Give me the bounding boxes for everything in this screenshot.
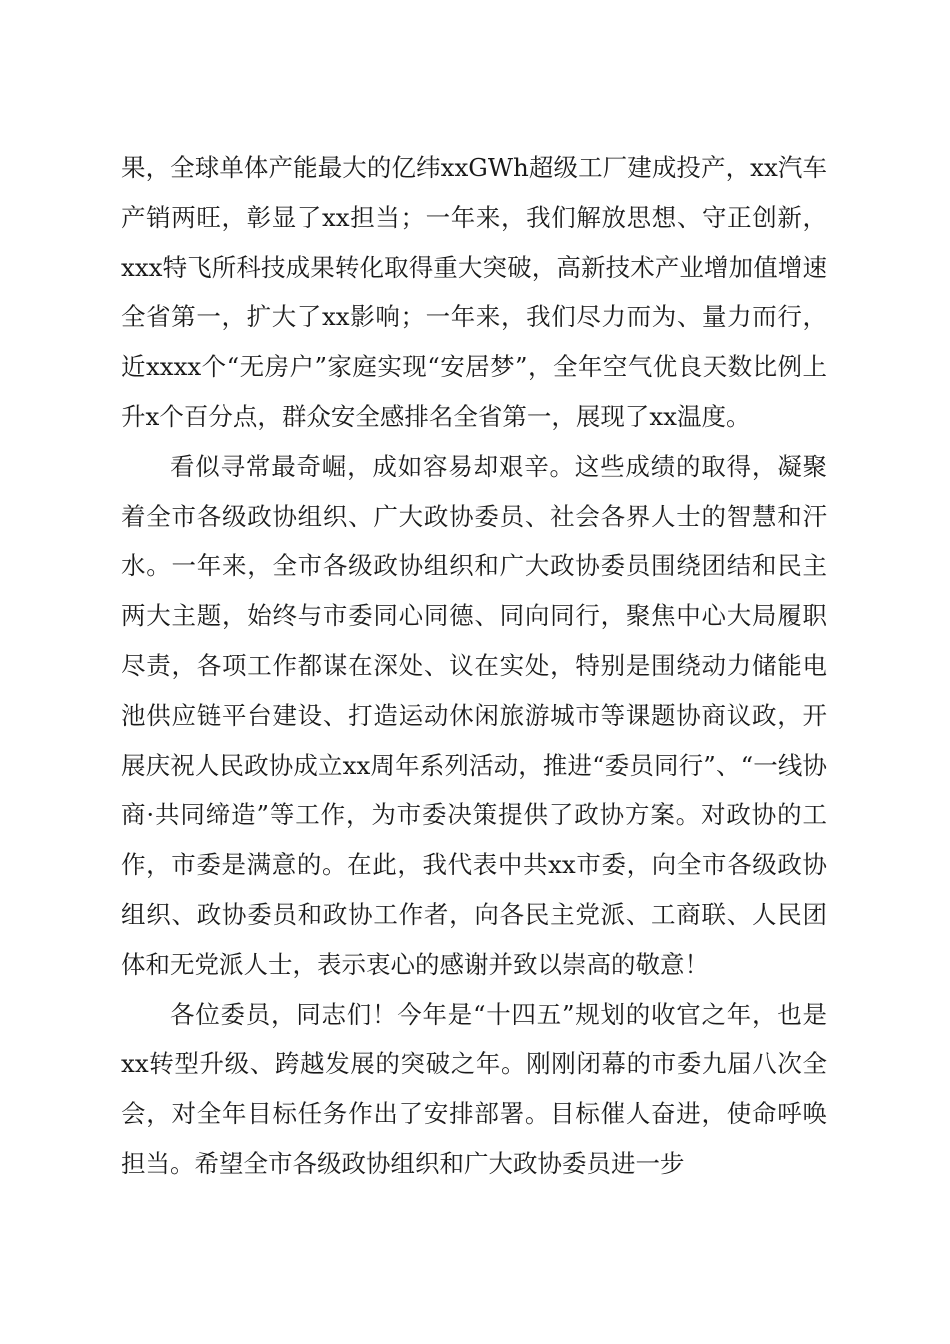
paragraph-this-year: 各位委员，同志们！今年是“十四五”规划的收官之年，也是xx转型升级、跨越发展的突破之年。刚刚闭幕的市委九届八次全会，对全年目标任务作出了安排部署。目标催人奋进，使命呼唤担当。希望全市各级政协组织和广大政协委员进一步 xyxy=(121,999,827,1178)
paragraph-thanks: 看似寻常最奇崛，成如容易却艰辛。这些成绩的取得，凝聚着全市各级政协组织、广大政协委员、社会各界人士的智慧和汗水。一年来，全市各级政协组织和广大政协委员围绕团结和民主两大主题，始终与市委同心同德、同向同行，聚焦中心大局履职尽责，各项工作都谋在深处、议在实处，特别是围绕动力储能电池供应链平台建设、打造运动休闲旅游城市等课题协商议政，开展庆祝人民政协成立xx周年系列活动，推进“委员同行”、“一线协商·共同缔造”等工作，为市委决策提供了政协方案。对政协的工作，市委是满意的。在此，我代表中共xx市委，向全市各级政协组织、政协委员和政协工作者，向各民主党派、工商联、人民团体和无党派人士，表示衷心的感谢并致以崇高的敬意！ xyxy=(121,451,827,979)
paragraph-achievements-continued: 果，全球单体产能最大的亿纬xxGWh超级工厂建成投产，xx汽车产销两旺，彰显了xx担当；一年来，我们解放思想、守正创新，xxx特飞所科技成果转化取得重大突破，高新技术产业增加值增速全省第一，扩大了xx影响；一年来，我们尽力而为、量力而行，近xxxx个“无房户”家庭实现“安居梦”，全年空气优良天数比例上升x个百分点，群众安全感排名全省第一，展现了xx温度。 xyxy=(121,153,827,431)
document-body xyxy=(121,143,827,1189)
